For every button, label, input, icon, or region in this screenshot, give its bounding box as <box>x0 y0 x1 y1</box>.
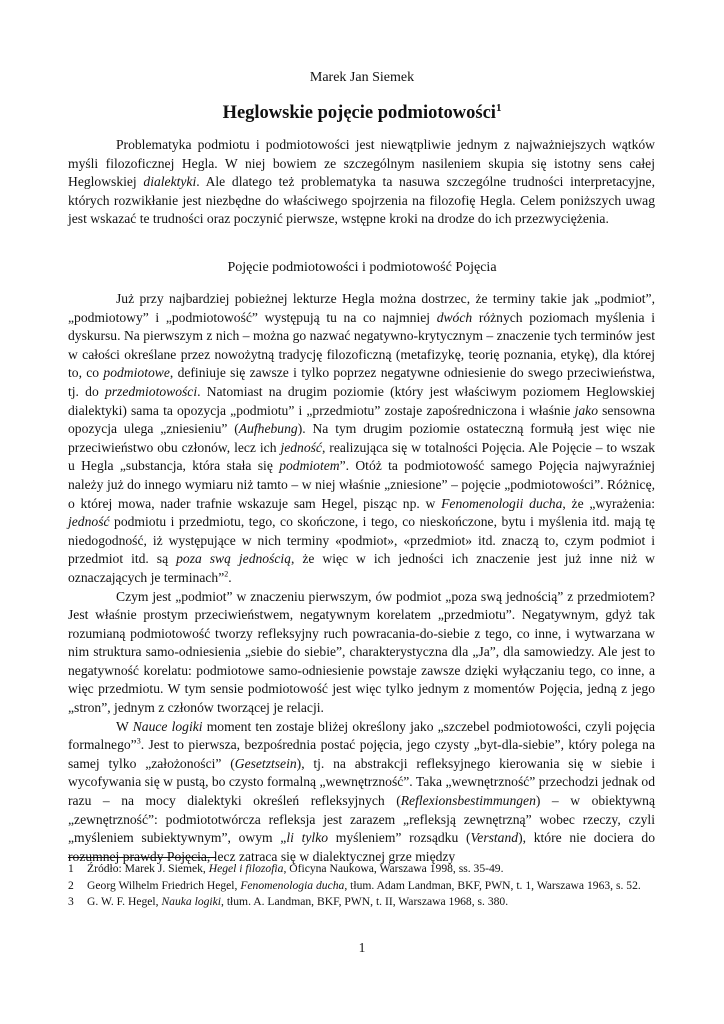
italic-term: poza swą jednością <box>176 551 291 567</box>
text-run: . <box>228 569 232 585</box>
text-run: sensowna opozycja ulega „zniesieniu” ( <box>68 402 655 437</box>
body-paragraph <box>68 290 655 588</box>
italic-term: przedmiotowości <box>104 383 198 399</box>
text-run: , tłum. A. Landman, BKF, PWN, t. II, Warszawa 1968, s. 380. <box>221 895 509 909</box>
text-run: Czym jest „podmiot” w znaczeniu pierwszym, ów podmiot „poza swą jednością” z przedmiotem? Jest właśnie prostym przeciwieństwem, negatywnym korelatem „przedmiotu”. Negatywnym, gdyż tak rozumianą podmiotowość tworzy refleksyjny ruch powracania-do-siebie z tego, co inne, i wytwarzana w nim struktura samo-odniesienia „siebie do siebie”, charakterystyczna dla „Ja”, dla samowiedzy. Ale jest to negatywność korelatu: podmiotowe samo-odniesienie powstaje zawsze dzięki wyłączaniu tego, co inne, a więc przedmiotu. W tym sensie podmiotowość jest więc tylko jednym z momentów Pojęcia, jedną z jego „stron”, jednym z członów tworzącej je relacji. <box>68 588 655 716</box>
italic-term: Nauce logiki <box>132 718 203 734</box>
footnote-number: 3 <box>68 895 74 909</box>
italic-term: Aufhebung <box>238 421 298 437</box>
italic-term: dwóch <box>436 309 473 325</box>
italic-term: Gesetztsein <box>234 755 297 771</box>
text-run: W <box>116 718 133 734</box>
text-run: Źródło: Marek J. Siemek, <box>87 862 209 875</box>
text-run: , Oficyna Naukowa, Warszawa 1998, ss. 35-49. <box>283 862 504 875</box>
footnote-number: 1 <box>68 862 74 875</box>
intro-section <box>68 136 655 229</box>
main-section <box>68 290 655 866</box>
title-footnote-mark[interactable]: 1 <box>495 101 502 114</box>
text-run: , definiuje się zawsze i tylko poprzez negatywne odniesienie do swego przeciwieństwa, tj. do <box>68 365 655 399</box>
footnote-text <box>87 895 655 910</box>
text-run: . Jest to pierwsza, bezpośrednia postać pojęcia, jego czysty „byt-dla-siebie”, który polega na samej tylko „założoności” ( <box>68 737 655 771</box>
body-paragraph <box>68 718 655 867</box>
italic-term: dialektyki <box>143 174 197 190</box>
footnotes <box>68 862 655 912</box>
page-number: 1 <box>358 940 366 955</box>
footnote-ref[interactable]: 3 <box>136 736 141 746</box>
text-run: myśleniem” rozsądku ( <box>328 830 471 846</box>
footnote <box>68 895 655 910</box>
footnote-text <box>87 862 655 877</box>
footnote-number: 2 <box>68 878 74 892</box>
text-run: ), tj. na abstrakcji refleksyjnego kierowania się w siebie i wycofywania się w pustą, bo czysto formalną „wewnętrzność”. Taka „wewnętrzność” przechodzi jednak od razu – na mocy dialektyki określeń refleksyjnych ( <box>68 755 655 809</box>
text-run: G. W. F. Hegel, <box>87 895 162 909</box>
text-run: ), które nie dociera do rozumnej prawdy Pojęcia, lecz zatraca się w dialektycznej grze między <box>68 830 656 864</box>
text-run: , realizująca się w totalności Pojęcia. Ale Pojęcie – to wszak u Hegla „substancja, która stała się <box>68 439 655 474</box>
text-run: moment ten zostaje bliżej określony jako „szczebel podmiotowości, czyli pojęcia formalnego” <box>68 718 655 753</box>
text-run: podmiotu i przedmiotu, tego, co skończone, i tego, co nieskończone, bytu i myślenia itd. mają tę niedogodność, iż występujące w nich terminy «podmiot», «przedmiot» itd. znaczą to, czym podmiot i przedmiot itd. są <box>68 514 655 567</box>
text-run: . Natomiast na drugim poziomie (który jest właściwym poziomem Heglowskiej dialektyki) sama ta opozycja „podmiotu” i „przedmiotu” zostaje zapośredniczona i właśnie <box>68 383 656 418</box>
footnote <box>68 862 655 877</box>
italic-term: Reflexionsbestimmungen <box>400 793 536 809</box>
body-paragraph <box>68 588 655 718</box>
italic-term: Nauka logiki <box>161 895 222 909</box>
footnote <box>68 879 655 894</box>
italic-term: Hegel i filozofia <box>208 862 284 875</box>
author-name: Marek Jan Siemek <box>309 70 415 85</box>
title-text: Heglowskie pojęcie podmiotowości <box>222 103 496 123</box>
text-run: , że „wyrażenia: <box>562 495 656 511</box>
italic-term: li tylko <box>286 830 329 846</box>
footnote-ref[interactable]: 2 <box>224 569 229 579</box>
footnote-separator <box>68 857 216 858</box>
italic-term: jedność <box>280 439 322 455</box>
text-run: ). Na tym drugim poziomie ostateczną formułą jest więc nie przeciwieństwo obu członów, lecz ich <box>68 421 655 455</box>
text-run: Georg Wilhelm Friedrich Hegel, <box>87 878 241 892</box>
italic-term: jedność <box>68 514 110 530</box>
text-run: Problematyka podmiotu i podmiotowości jest niewątpliwie jednym z najważniejszych wątków myśli filozoficznej Hegla. W niej bowiem ze szczególnym nasileniem skupia się istotny sens całej Heglowskiej <box>68 137 655 190</box>
italic-term: jako <box>574 402 598 418</box>
section-heading: Pojęcie podmiotowości i podmiotowość Pojęcia <box>227 260 497 275</box>
italic-term: podmiotem <box>279 458 340 474</box>
text-run: . Ale dlatego też problematyka ta nasuwa szczególne trudności interpretacyjne, których rozwikłanie jest niezbędne do właściwego spojrzenia na filozofię Hegla. Celem poniższych uwag jest wskazać te trudności oraz poczynić pierwsze, wstępne kroki na drodze do ich przezwyciężenia. <box>68 174 655 227</box>
italic-term: Fenomenologii ducha <box>441 495 563 511</box>
italic-term: Fenomenologia ducha <box>240 878 345 892</box>
text-run: różnych poziomach myślenia i dyskursu. Na pierwszym z nich – można go nazwać negatywno-krytycznym – znaczenie tych terminów jest w całości określane przez nowożytną tradycję filozoficzną (metafizykę, teorię poznania, etykę), dla której to, co <box>68 309 655 381</box>
paper-title <box>0 103 724 124</box>
text-run: ) – w obiektywną „zewnętrzność”: podmiototwórcza refleksja jest zarazem „refleksją zewnętrzną” wobec rzeczy, czyli „myśleniem subiektywnym”, owym „ <box>68 793 655 846</box>
footnote-text <box>87 879 655 894</box>
text-run: Już przy najbardziej pobieżnej lekturze Hegla można dostrzec, że terminy takie jak „podmiot”, „podmiotowy” i „podmiotowość” występują tu na co najmniej <box>68 291 655 325</box>
italic-term: Verstand <box>470 830 519 846</box>
text-run: , tłum. Adam Landman, BKF, PWN, t. 1, Warszawa 1963, s. 52. <box>344 878 641 892</box>
italic-term: podmiotowe <box>103 365 170 381</box>
text-run: ”. Otóż ta podmiotowość samego Pojęcia najwyraźniej należy już do innego wymiaru niż tamto – w niej właśnie „zniesione” – pojęcie „podmiotowości”. Różnicę, o której mowa, nader trafnie wskazuje sam Hegel, pisząc np. w <box>68 458 655 511</box>
intro-paragraph <box>68 136 655 229</box>
text-run: , że więc w ich jedności ich znaczenie jest już inne niż w oznaczających je terminach” <box>68 551 655 585</box>
